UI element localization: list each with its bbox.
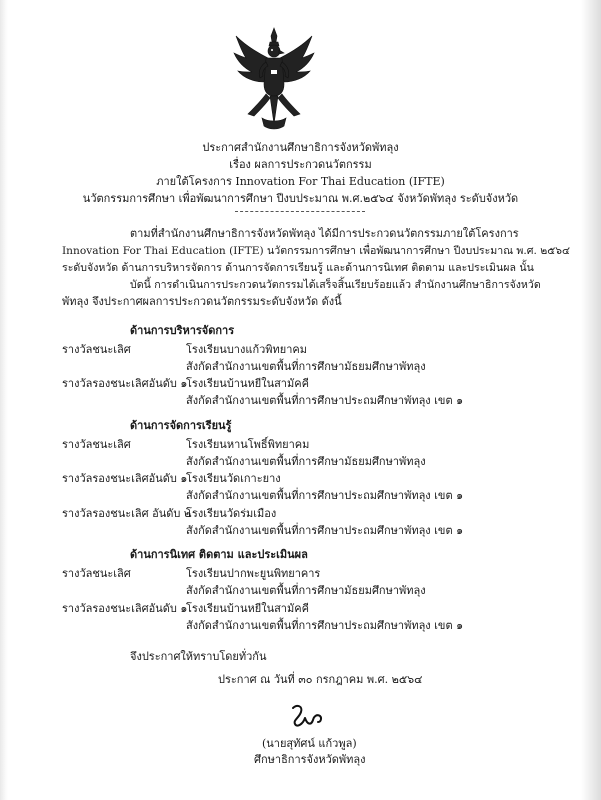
header-line-2: เรื่อง ผลการประกวดนวัตกรรม <box>229 158 372 171</box>
award-school: โรงเรียนหานโพธิ์พิทยาคม <box>186 438 310 451</box>
award-label: รางวัลชนะเลิศ <box>62 567 131 580</box>
section-title-management: ด้านการบริหารจัดการ <box>130 324 235 337</box>
award-label: รางวัลชนะเลิศ <box>62 438 131 451</box>
award-school: โรงเรียนบ้านหยีในสามัคคี <box>186 602 309 615</box>
award-office: สังกัดสำนักงานเขตพื้นที่การศึกษาประถมศึกษาพัทลุง เขต ๑ <box>186 489 464 502</box>
intro-p2-line-1: บัดนี้ การดำเนินการประกวดนวัตกรรมได้เสร็จสิ้นเรียบร้อยแล้ว สำนักงานศึกษาธิการจังหวัด <box>130 279 541 291</box>
garuda-emblem-icon <box>232 26 316 132</box>
intro-p1-line-3: ระดับจังหวัด ด้านการบริหารจัดการ ด้านการจัดการเรียนรู้ และด้านการนิเทศ ติดตาม และประเมินผล นั้น <box>62 262 534 274</box>
announcement-date: ประกาศ ณ วันที่ ๓๐ กรกฎาคม พ.ศ. ๒๕๖๔ <box>218 673 423 686</box>
award-office: สังกัดสำนักงานเขตพื้นที่การศึกษามัธยมศึกษาพัทลุง <box>186 360 426 373</box>
page-left-edge <box>0 0 8 800</box>
intro-p1-line-2: Innovation For Thai Education (IFTE) นวัตกรรมการศึกษา เพื่อพัฒนาการศึกษา ปีงบประมาณ พ.ศ. ๒๕๖๔ <box>62 245 570 257</box>
award-school: โรงเรียนวัดร่มเมือง <box>186 507 277 520</box>
header-divider <box>235 211 365 212</box>
award-school: โรงเรียนบางแก้วพิทยาคม <box>186 343 308 356</box>
award-label: รางวัลรองชนะเลิศอันดับ ๑ <box>62 377 188 390</box>
header-line-1: ประกาศสำนักงานศึกษาธิการจังหวัดพัทลุง <box>202 141 399 154</box>
signer-position: ศึกษาธิการจังหวัดพัทลุง <box>254 753 366 766</box>
section-title-supervision: ด้านการนิเทศ ติดตาม และประเมินผล <box>130 548 308 561</box>
signature-mark <box>287 702 327 730</box>
award-office: สังกัดสำนักงานเขตพื้นที่การศึกษาประถมศึกษาพัทลุง เขต ๑ <box>186 619 464 632</box>
section-title-learning: ด้านการจัดการเรียนรู้ <box>130 419 232 432</box>
closing-text: จึงประกาศให้ทราบโดยทั่วกัน <box>130 650 267 663</box>
award-office: สังกัดสำนักงานเขตพื้นที่การศึกษาประถมศึกษาพัทลุง เขต ๑ <box>186 394 464 407</box>
intro-p2-line-2: พัทลุง จึงประกาศผลการประกวดนวัตกรรมระดับจังหวัด ดังนี้ <box>62 295 342 308</box>
page-right-edge <box>581 0 601 800</box>
header-line-4: นวัตกรรมการศึกษา เพื่อพัฒนาการศึกษา ปีงบประมาณ พ.ศ.๒๕๖๔ จังหวัดพัทลุง ระดับจังหวัด <box>82 192 519 205</box>
award-school: โรงเรียนปากพะยูนพิทยาคาร <box>186 567 321 580</box>
award-office: สังกัดสำนักงานเขตพื้นที่การศึกษามัธยมศึกษาพัทลุง <box>186 584 426 597</box>
award-office: สังกัดสำนักงานเขตพื้นที่การศึกษาประถมศึกษาพัทลุง เขต ๑ <box>186 524 464 537</box>
award-school: โรงเรียนบ้านหยีในสามัคคี <box>186 377 309 390</box>
award-label: รางวัลรองชนะเลิศ อันดับ ๒ <box>62 507 192 520</box>
award-label: รางวัลรองชนะเลิศอันดับ ๑ <box>62 602 188 615</box>
award-label: รางวัลชนะเลิศ <box>62 343 131 356</box>
award-school: โรงเรียนวัดเกาะยาง <box>186 472 281 485</box>
award-office: สังกัดสำนักงานเขตพื้นที่การศึกษามัธยมศึกษาพัทลุง <box>186 455 426 468</box>
intro-p1-line-1: ตามที่สำนักงานศึกษาธิการจังหวัดพัทลุง ได้มีการประกวดนวัตกรรมภายใต้โครงการ <box>130 227 519 240</box>
signer-name: (นายสุทัศน์ แก้วพูล) <box>262 737 357 750</box>
header-line-3: ภายใต้โครงการ Innovation For Thai Education (IFTE) <box>156 175 445 188</box>
award-label: รางวัลรองชนะเลิศอันดับ ๑ <box>62 472 188 485</box>
